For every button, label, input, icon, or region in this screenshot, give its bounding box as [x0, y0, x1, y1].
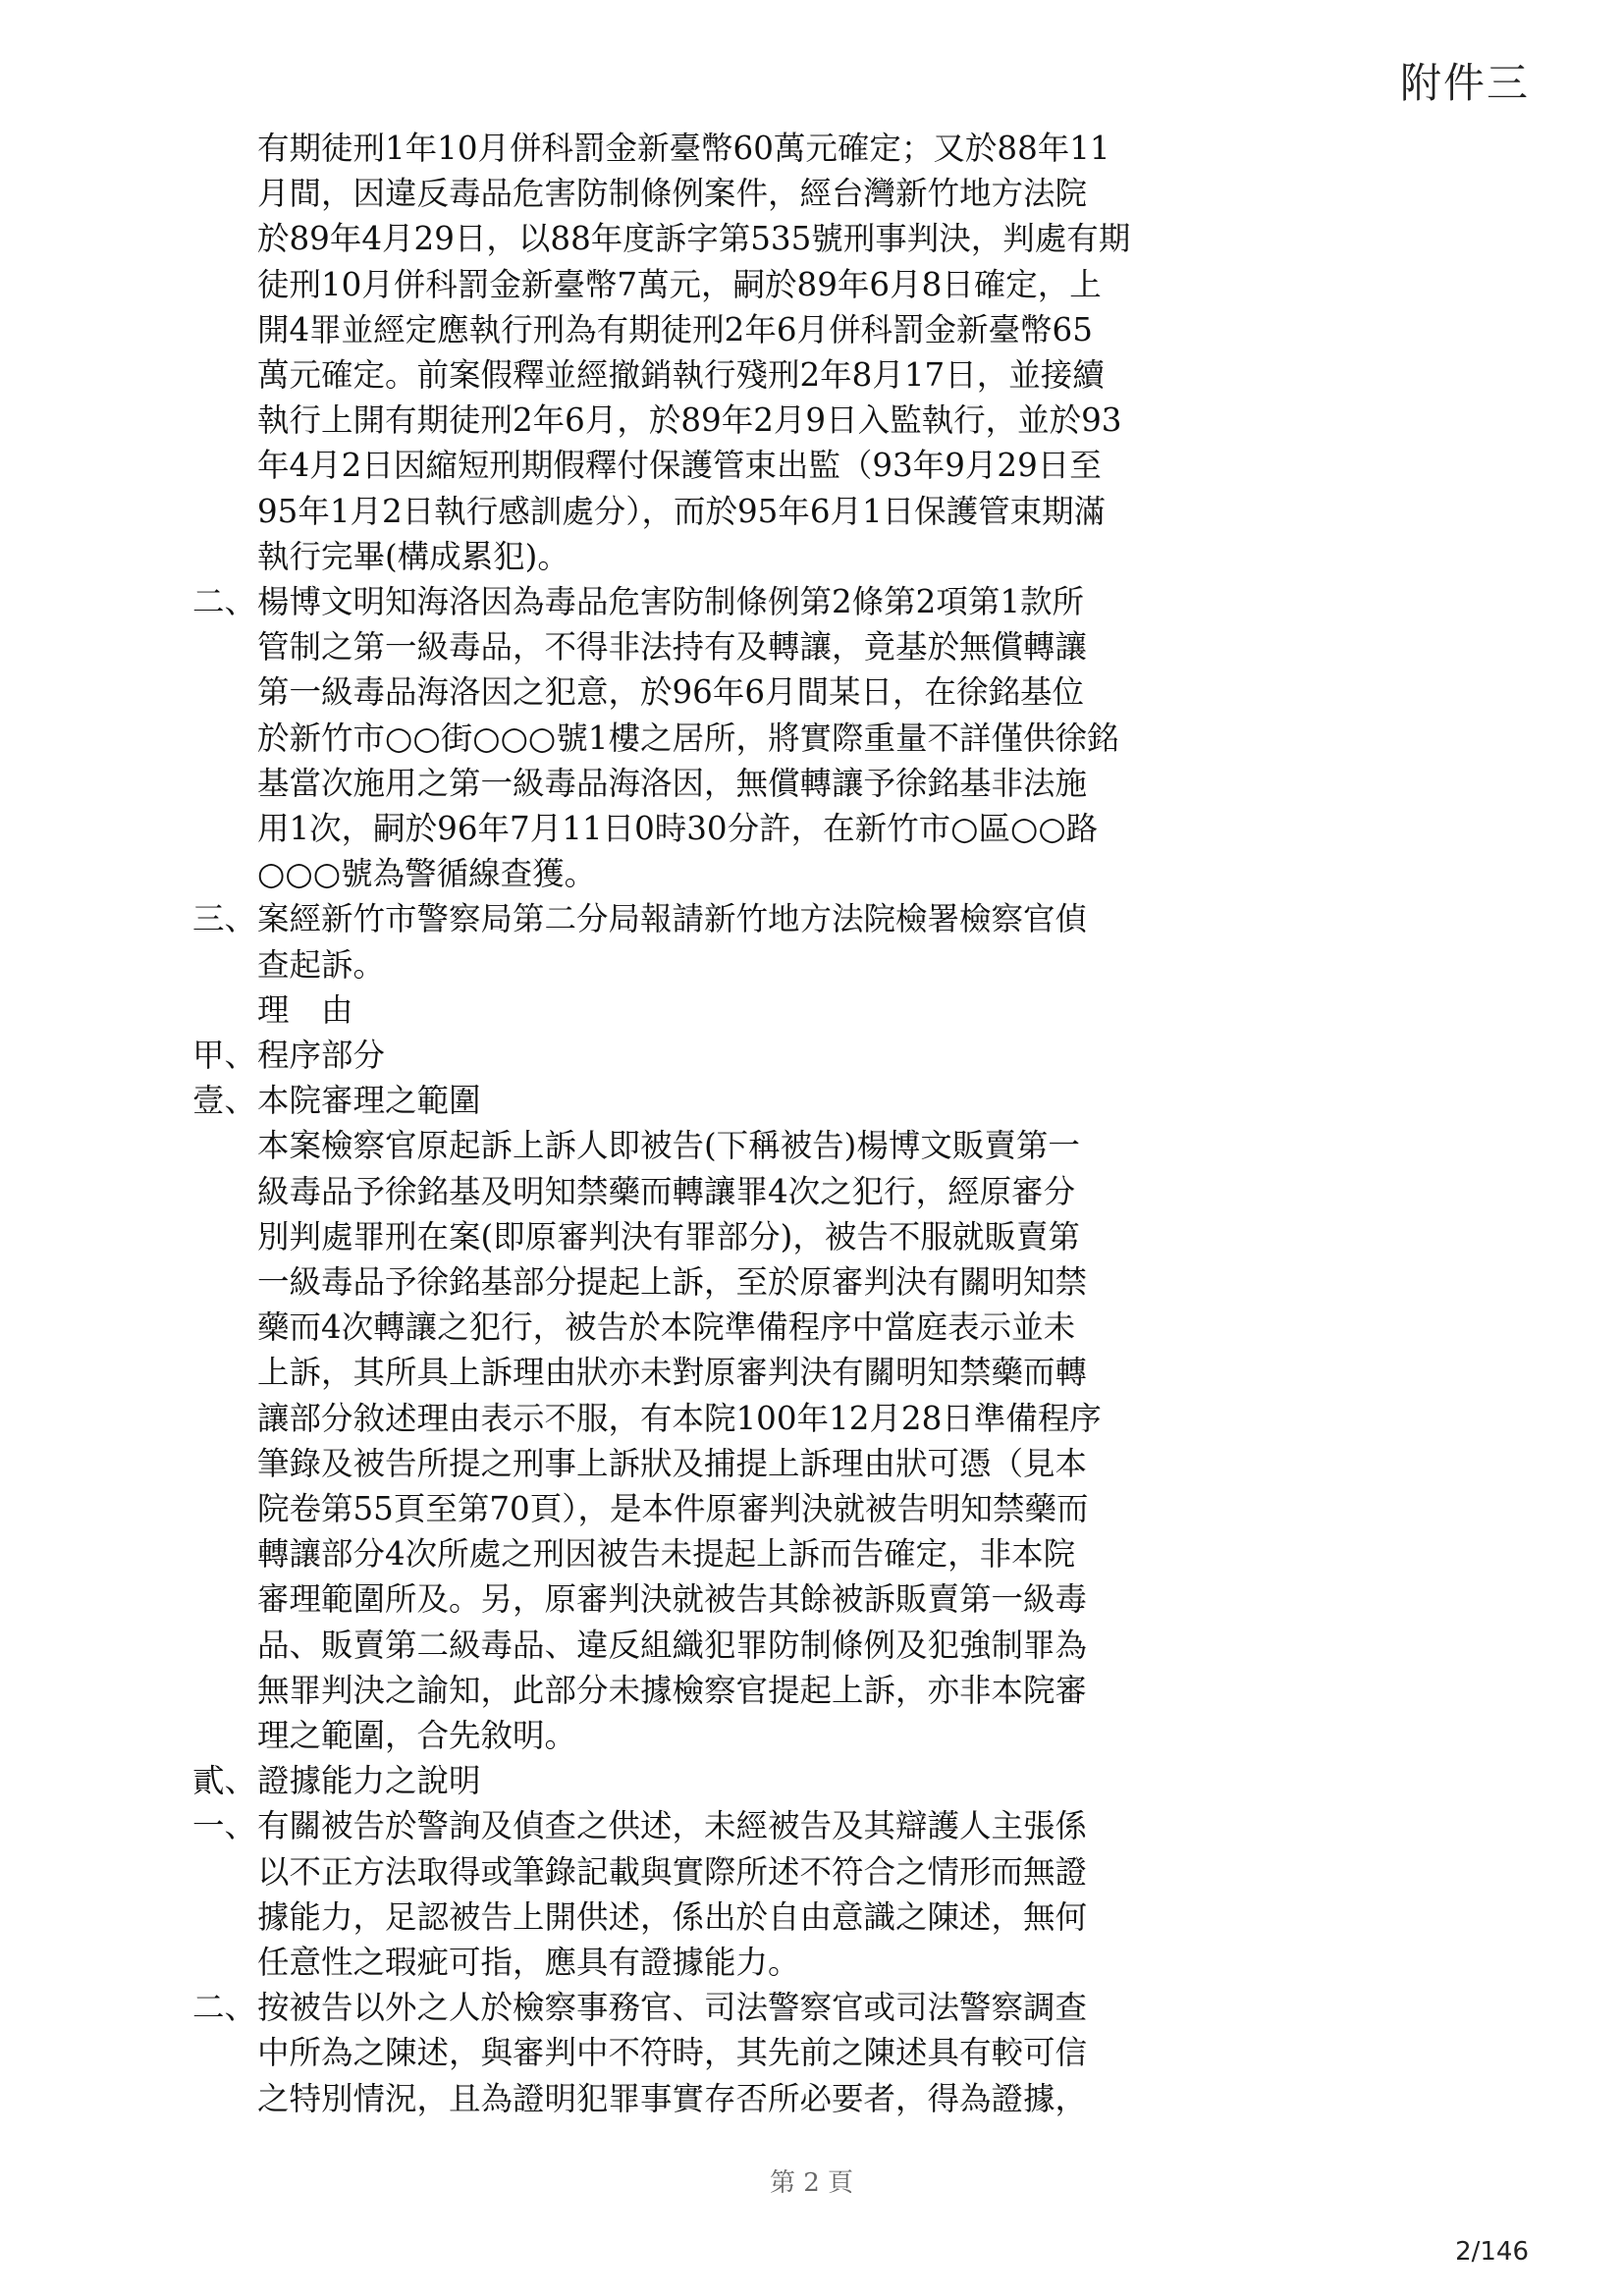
text-line: 任意性之瑕疵可指，應具有證據能力。 [257, 1944, 800, 1981]
text-line: 開4罪並經定應執行刑為有期徒刑2年6月併科罰金新臺幣65 [257, 311, 1093, 348]
text-line: 基當次施用之第一級毒品海洛因，無償轉讓予徐銘基非法施 [257, 765, 1088, 802]
text-line: 之特別情況，且為證明犯罪事實存否所必要者，得為證據， [257, 2080, 1088, 2117]
text-line: 有關被告於警詢及偵查之供述，未經被告及其辯護人主張係 [257, 1807, 1088, 1844]
text-line: 第一級毒品海洛因之犯意，於96年6月間某日，在徐銘基位 [257, 673, 1085, 711]
list-marker: 一、 [192, 1807, 257, 1844]
text-line: 萬元確定。前案假釋並經撤銷執行殘刑2年8月17日，並接續 [257, 356, 1105, 394]
text-line: ○○○號為警循線查獲。 [257, 855, 597, 892]
text-line: 筆錄及被告所提之刑事上訴狀及捕提上訴理由狀可憑（見本 [257, 1445, 1088, 1482]
list-marker: 貳、 [192, 1762, 257, 1799]
text-line: 執行完畢(構成累犯)。 [257, 538, 569, 575]
text-line: 於89年4月29日，以88年度訴字第535號刑事判決，判處有期 [257, 220, 1131, 257]
text-line: 據能力，足認被告上開供述，係出於自由意識之陳述，無何 [257, 1898, 1088, 1936]
text-line: 品、販賣第二級毒品、違反組織犯罪防制條例及犯強制罪為 [257, 1627, 1088, 1664]
text-line: 藥而4次轉讓之犯行，被告於本院準備程序中當庭表示並未 [257, 1308, 1076, 1346]
text-line: 本院審理之範圍 [257, 1082, 481, 1119]
text-line: 執行上開有期徒刑2年6月，於89年2月9日入監執行，並於93 [257, 401, 1122, 439]
list-marker: 二、 [192, 1989, 257, 2026]
text-line: 按被告以外之人於檢察事務官、司法警察官或司法警察調查 [257, 1989, 1088, 2026]
text-line: 證據能力之說明 [257, 1762, 481, 1799]
text-line: 用1次，嗣於96年7月11日0時30分許，在新竹市○區○○路 [257, 810, 1099, 847]
text-line: 以不正方法取得或筆錄記載與實際所述不符合之情形而無證 [257, 1853, 1088, 1891]
text-line: 楊博文明知海洛因為毒品危害防制條例第2條第2項第1款所 [257, 583, 1085, 620]
list-marker: 三、 [192, 900, 257, 937]
text-line: 本案檢察官原起訴上訴人即被告(下稱被告)楊博文販賣第一 [257, 1127, 1080, 1164]
text-line: 於新竹市○○街○○○號1樓之居所，將實際重量不詳僅供徐銘 [257, 720, 1119, 757]
text-line: 月間，因違反毒品危害防制條例案件，經台灣新竹地方法院 [257, 175, 1088, 212]
text-line: 年4月2日因縮短刑期假釋付保護管束出監（93年9月29日至 [257, 447, 1102, 484]
text-line: 一級毒品予徐銘基部分提起上訴，至於原審判決有關明知禁 [257, 1263, 1088, 1301]
page-count: 2/146 [1455, 2237, 1529, 2267]
list-marker: 壹、 [192, 1082, 257, 1119]
text-line: 理 由 [257, 991, 353, 1029]
text-line: 轉讓部分4次所處之刑因被告未提起上訴而告確定，非本院 [257, 1535, 1076, 1573]
page-number: 第 2 頁 [769, 2168, 854, 2198]
text-line: 級毒品予徐銘基及明知禁藥而轉讓罪4次之犯行，經原審分 [257, 1173, 1076, 1210]
text-line: 中所為之陳述，與審判中不符時，其先前之陳述具有較可信 [257, 2034, 1088, 2071]
text-line: 院卷第55頁至第70頁），是本件原審判決就被告明知禁藥而 [257, 1490, 1089, 1527]
text-line: 有期徒刑1年10月併科罰金新臺幣60萬元確定；又於88年11 [257, 130, 1110, 167]
list-marker: 甲、 [192, 1037, 257, 1074]
text-line: 徒刑10月併科罰金新臺幣7萬元，嗣於89年6月8日確定，上 [257, 266, 1102, 303]
text-line: 程序部分 [257, 1037, 386, 1074]
text-line: 案經新竹市警察局第二分局報請新竹地方法院檢署檢察官偵 [257, 900, 1088, 937]
list-marker: 二、 [192, 583, 257, 620]
text-line: 查起訴。 [257, 946, 386, 984]
text-line: 審理範圍所及。另，原審判決就被告其餘被訴販賣第一級毒 [257, 1580, 1088, 1618]
text-line: 管制之第一級毒品，不得非法持有及轉讓，竟基於無償轉讓 [257, 628, 1088, 666]
text-line: 別判處罪刑在案(即原審判決有罪部分)，被告不服就販賣第 [257, 1218, 1080, 1255]
text-line: 無罪判決之諭知，此部分未據檢察官提起上訴，亦非本院審 [257, 1672, 1088, 1709]
text-line: 95年1月2日執行感訓處分），而於95年6月1日保護管束期滿 [257, 493, 1107, 530]
text-line: 理之範圍，合先敘明。 [257, 1717, 577, 1754]
annex-label: 附件三 [1399, 59, 1530, 107]
text-line: 讓部分敘述理由表示不服，有本院100年12月28日準備程序 [257, 1400, 1102, 1437]
text-line: 上訴，其所具上訴理由狀亦未對原審判決有關明知禁藥而轉 [257, 1354, 1088, 1391]
